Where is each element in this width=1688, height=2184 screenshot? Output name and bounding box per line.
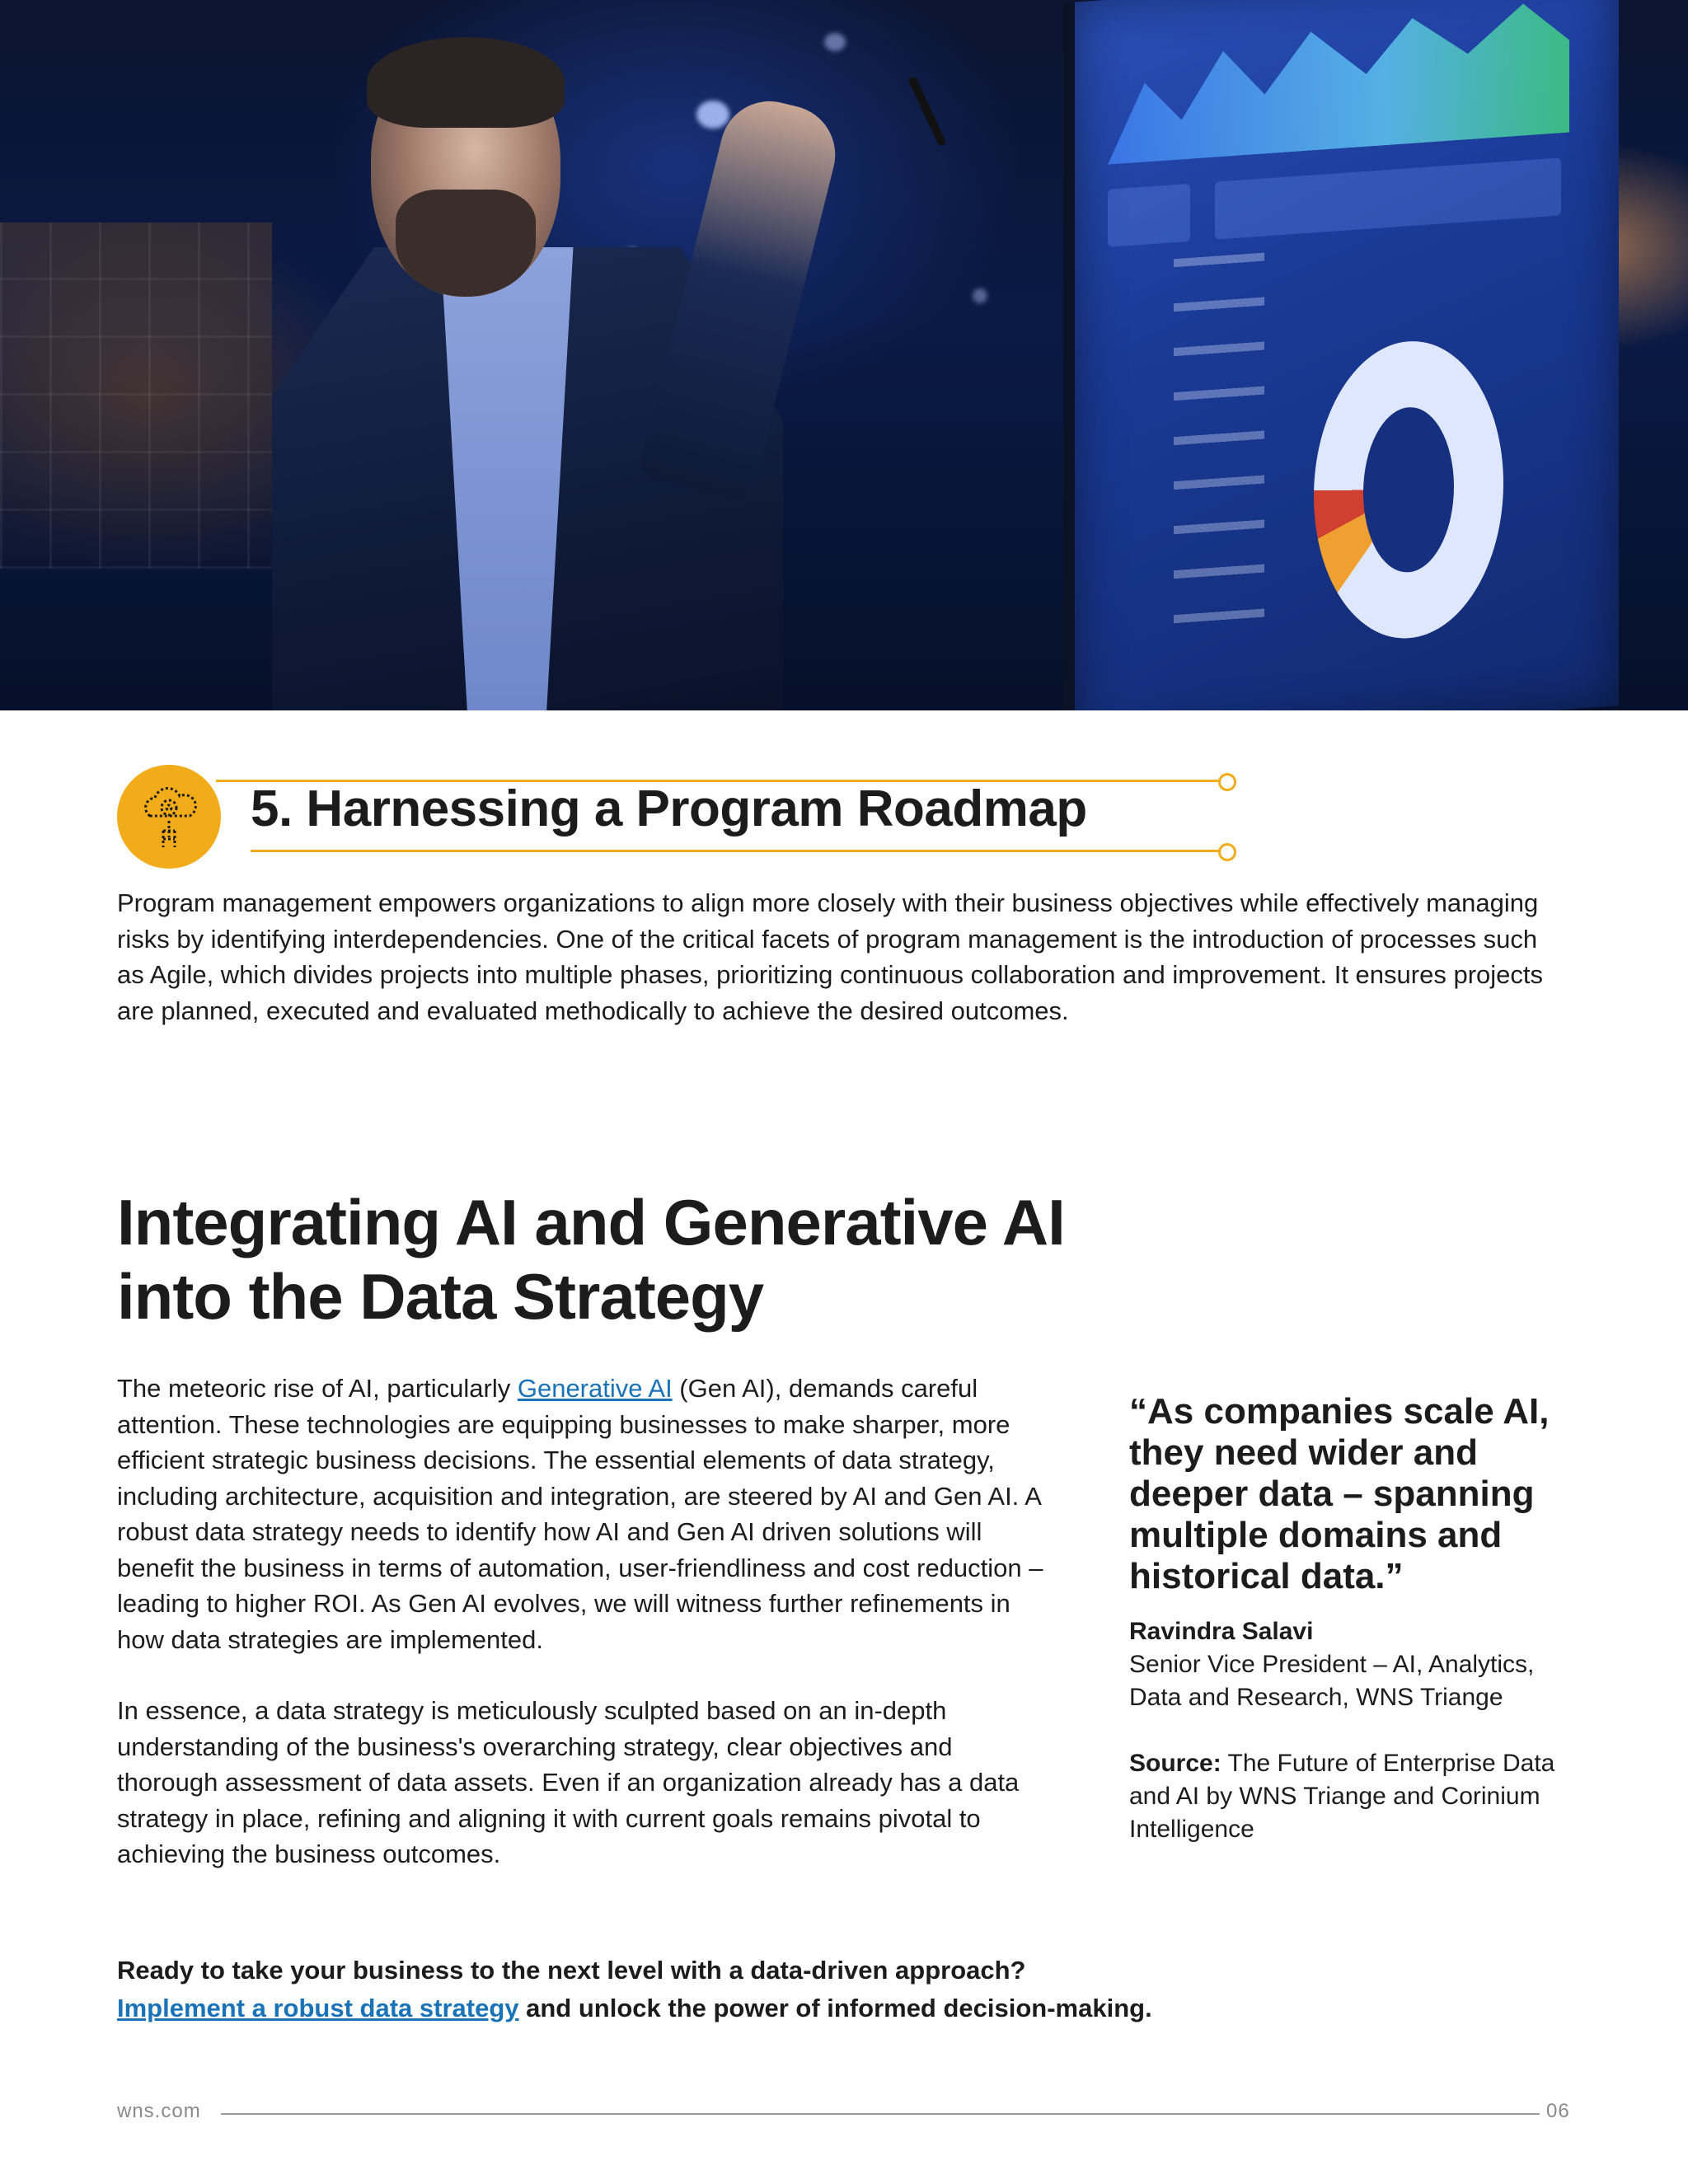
heading-rule-top-end [1218, 773, 1236, 791]
cta-line-1: Ready to take your business to the next level with a data-driven approach? [117, 1956, 1026, 1985]
background-windows [0, 223, 272, 569]
hero-image [0, 0, 1688, 710]
paragraph-1-start: The meteoric rise of AI, particularly [117, 1374, 518, 1403]
presenter-beard [396, 190, 536, 297]
quote-source [1129, 1747, 1591, 1846]
screen-list [1174, 253, 1264, 655]
generative-ai-link[interactable]: Generative AI [517, 1374, 673, 1403]
paragraph-2: In essence, a data strategy is meticulously sculpted based on an in-depth understanding of the business's overarching strategy, clear objectives and thorough assessment of data assets. Even if an organization already has a data strategy in place, refining and aligning it with current goals remains pivotal to achieving the business outcomes. [117, 1696, 1020, 1868]
cta-line-2 [117, 1990, 1601, 2027]
presenter [272, 0, 783, 710]
page-number: 06 [1546, 2100, 1570, 2122]
heading-rule-bottom-end [1218, 843, 1236, 861]
section-body: Program management empowers organizations to align more closely with their business objectives while effectively managing risks by identifying interdependencies. One of the critical facets of program management is the introduction of processes such as Agile, which divides projects into multiple phases, prioritizing continuous collaboration and improvement. It ensures projects are planned, executed and evaluated methodically to achieve the desired outcomes. [117, 888, 1544, 1025]
bokeh-light [824, 33, 846, 51]
call-to-action [117, 1952, 1601, 2027]
bokeh-light [973, 288, 987, 303]
section-title: 5. Harnessing a Program Roadmap [251, 780, 1087, 837]
pull-quote [1129, 1391, 1591, 1846]
quote-author: Ravindra Salavi [1129, 1618, 1314, 1645]
quote-author-role: Senior Vice President – AI, Analytics, Data and Research, WNS Triange [1129, 1651, 1535, 1711]
quote-source-text: The Future of Enterprise Data and AI by WNS Triange and Corinium Intelligence [1129, 1750, 1555, 1843]
screen-panel [1108, 184, 1190, 247]
footer-divider [221, 2113, 1540, 2115]
cloud-gear-icon [117, 765, 221, 869]
heading-rule-bottom [251, 850, 1221, 852]
quote-text: “As companies scale AI, they need wider and deeper data – spanning multiple domains and historical data.” [1129, 1391, 1550, 1596]
article-column [117, 1371, 1048, 1908]
quote-source-label: Source: [1129, 1750, 1221, 1777]
paragraph-1 [117, 1371, 1048, 1657]
screen-donut-chart [1314, 335, 1503, 644]
footer-site: wns.com [117, 2100, 201, 2122]
paragraph-1-rest: (Gen AI), demands careful attention. These technologies are equipping businesses to make sharper, more efficient strategic business decisions. The essential elements of data strategy, including architecture, acquisition and integration, are steered by AI and Gen AI. A robust data strategy needs to identify how AI and Gen AI driven solutions will benefit the business in terms of automation, user-friendliness and cost reduction – leading to higher ROI. As Gen AI evolves, we will witness further refinements in how data strategies are implemented. [117, 1374, 1043, 1654]
heading-line-1: Integrating AI and Generative AI [117, 1186, 1065, 1258]
cta-line-2-rest: and unlock the power of informed decision-making. [518, 1994, 1152, 2022]
page-heading [117, 1185, 1271, 1333]
screen-area-chart [1108, 1, 1569, 165]
pen [907, 76, 946, 147]
dashboard-screen [1063, 0, 1619, 710]
screen-panel [1215, 157, 1561, 239]
presenter-hair [367, 37, 565, 128]
heading-line-2: into the Data Strategy [117, 1260, 764, 1333]
implement-data-strategy-link[interactable]: Implement a robust data strategy [117, 1994, 519, 2022]
